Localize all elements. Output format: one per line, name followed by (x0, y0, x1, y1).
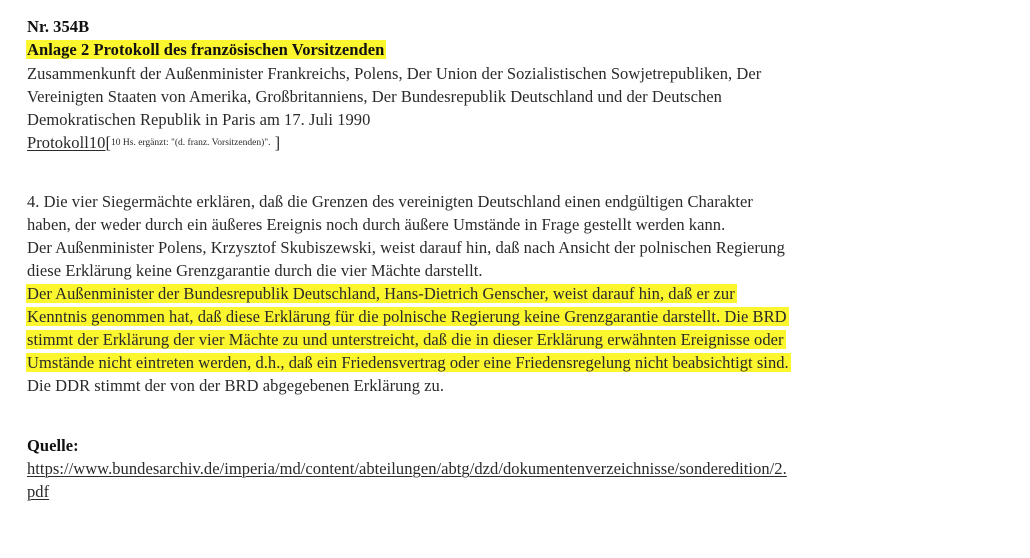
source-url-line-2[interactable]: pdf (27, 482, 50, 501)
highlighted-line-2 (27, 305, 789, 328)
body-line-2: haben, der weder durch ein äußeres Ereignis noch durch äußere Umstände in Frage gestellt werden kann. (27, 215, 726, 234)
document-number: Nr. 354B (27, 17, 90, 36)
protocol-reference (27, 131, 280, 155)
document-heading (27, 38, 386, 61)
highlighted-line-1 (27, 282, 737, 305)
protocol-note-close: ] (274, 133, 281, 152)
intro-line-2: Vereinigten Staaten von Amerika, Großbritanniens, Der Bundesrepublik Deutschland und der Deutschen (27, 87, 722, 106)
protocol-note-open: [ (105, 133, 112, 152)
intro-line-1: Zusammenkunft der Außenminister Frankreichs, Polens, Der Union der Sozialistischen Sowjetrepubliken, Der (27, 64, 762, 83)
source-label: Quelle: (27, 436, 79, 455)
protocol-footnote: 10 Hs. ergänzt: "(d. franz. Vorsitzenden)". (111, 138, 271, 148)
highlighted-line-3 (27, 328, 786, 351)
source-url-line-1[interactable]: https://www.bundesarchiv.de/imperia/md/content/abteilungen/abtg/dzd/dokumentenverzeichnisse/sonderedition/2. (27, 459, 787, 478)
highlighted-text-1: Der Außenminister der Bundesrepublik Deutschland, Hans-Dietrich Genscher, weist darauf hin, daß er zur (27, 284, 735, 303)
closing-line: Die DDR stimmt der von der BRD abgegebenen Erklärung zu. (27, 376, 445, 395)
highlighted-text-3: stimmt der Erklärung der vier Mächte zu und unterstreicht, daß die in dieser Erklärung erwähnten Ereignisse oder (27, 330, 784, 349)
body-line-3: Der Außenminister Polens, Krzysztof Skubiszewski, weist darauf hin, daß nach Ansicht der polnischen Regierung (27, 238, 785, 257)
highlighted-text-2: Kenntnis genommen hat, daß diese Erklärung für die polnische Regierung keine Grenzgarantie darstellt. Die BRD (27, 307, 787, 326)
protocol-link[interactable]: Protokoll10 (27, 133, 106, 152)
intro-line-3: Demokratischen Republik in Paris am 17. Juli 1990 (27, 110, 371, 129)
body-line-1: 4. Die vier Siegermächte erklären, daß die Grenzen des vereinigten Deutschland einen endgültigen Charakter (27, 192, 753, 211)
highlighted-text-4: Umstände nicht eintreten werden, d.h., daß ein Friedensvertrag oder eine Friedensregelung nicht beabsichtigt sind. (27, 353, 789, 372)
body-line-4: diese Erklärung keine Grenzgarantie durch die vier Mächte darstellt. (27, 261, 483, 280)
document-heading-text: Anlage 2 Protokoll des französischen Vorsitzenden (27, 40, 385, 59)
highlighted-line-4 (27, 351, 791, 374)
